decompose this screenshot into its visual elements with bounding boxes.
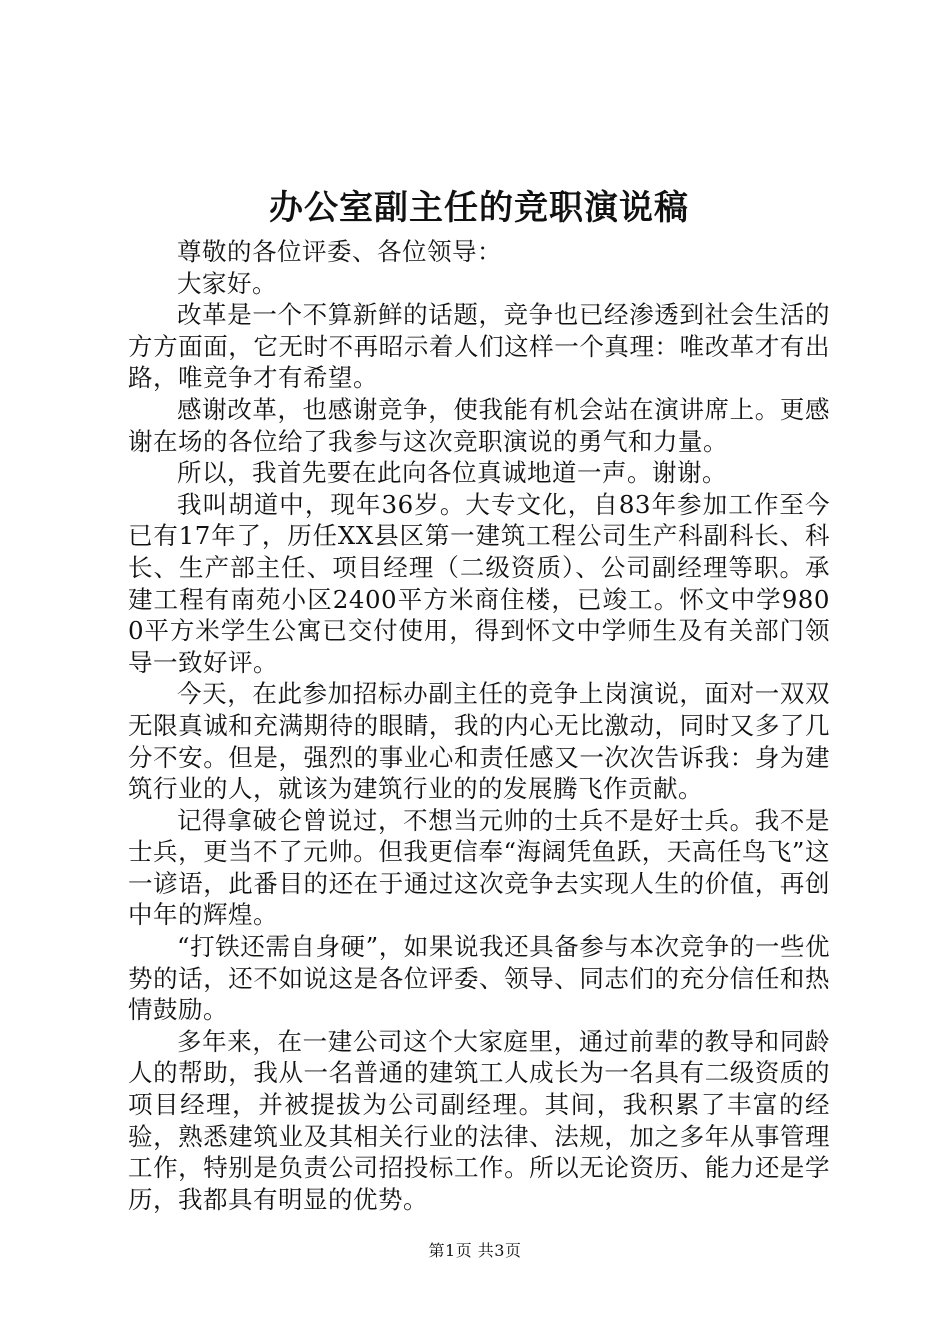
document-page	[128, 182, 830, 1215]
paragraph-reform: 改革是一个不算新鲜的话题，竞争也已经渗透到社会生活的方方面面，它无时不再昭示着人们这样一个真理：唯改革才有出路，唯竞争才有希望。	[128, 300, 830, 393]
paragraph-thanks: 感谢改革，也感谢竞争，使我能有机会站在演讲席上。更感谢在场的各位给了我参与这次竞职演说的勇气和力量。	[128, 394, 830, 456]
paragraph-napoleon: 记得拿破仑曾说过，不想当元帅的士兵不是好士兵。我不是士兵，更当不了元帅。但我更信奉“海阔凭鱼跃，天高任鸟飞”这一谚语，此番目的还在于通过这次竞争去实现人生的价值，再创中年的辉煌。	[128, 805, 830, 930]
paragraph-gratitude: 所以，我首先要在此向各位真诚地道一声。谢谢。	[177, 458, 727, 488]
paragraph-greeting: 大家好。	[177, 268, 277, 298]
document-title: 办公室副主任的竞职演说稿	[269, 188, 689, 228]
paragraph-salutation: 尊敬的各位评委、各位领导：	[177, 237, 502, 266]
page-number-footer: 第1页 共3页	[428, 1241, 522, 1260]
paragraph-advantages: “打铁还需自身硬”，如果说我还具备参与本次竞争的一些优势的话，还不如说这是各位评委、领导、同志们的充分信任和热情鼓励。	[128, 932, 830, 1025]
paragraph-today: 今天，在此参加招标办副主任的竞争上岗演说，面对一双双无限真诚和充满期待的眼睛，我的内心无比激动，同时又多了几分不安。但是，强烈的事业心和责任感又一次次告诉我：身为建筑行业的人，就该为建筑行业的的发展腾飞作贡献。	[128, 679, 830, 804]
paragraph-introduction: 我叫胡道中，现年36岁。大专文化，自83年参加工作至今已有17年了，历任XX县区第一建筑工程公司生产科副科长、科长、生产部主任、项目经理（二级资质）、公司副经理等职。承建工程有南苑小区2400平方米商住楼，已竣工。怀文中学9800平方米学生公寓已交付使用，得到怀文中学师生及有关部门领导一致好评。	[128, 489, 830, 677]
paragraph-experience: 多年来，在一建公司这个大家庭里，通过前辈的教导和同龄人的帮助，我从一名普通的建筑工人成长为一名具有二级资质的项目经理，并被提拔为公司副经理。其间，我积累了丰富的经验，熟悉建筑业及其相关行业的法律、法规，加之多年从事管理工作，特别是负责公司招投标工作。所以无论资历、能力还是学历，我都具有明显的优势。	[128, 1026, 830, 1214]
